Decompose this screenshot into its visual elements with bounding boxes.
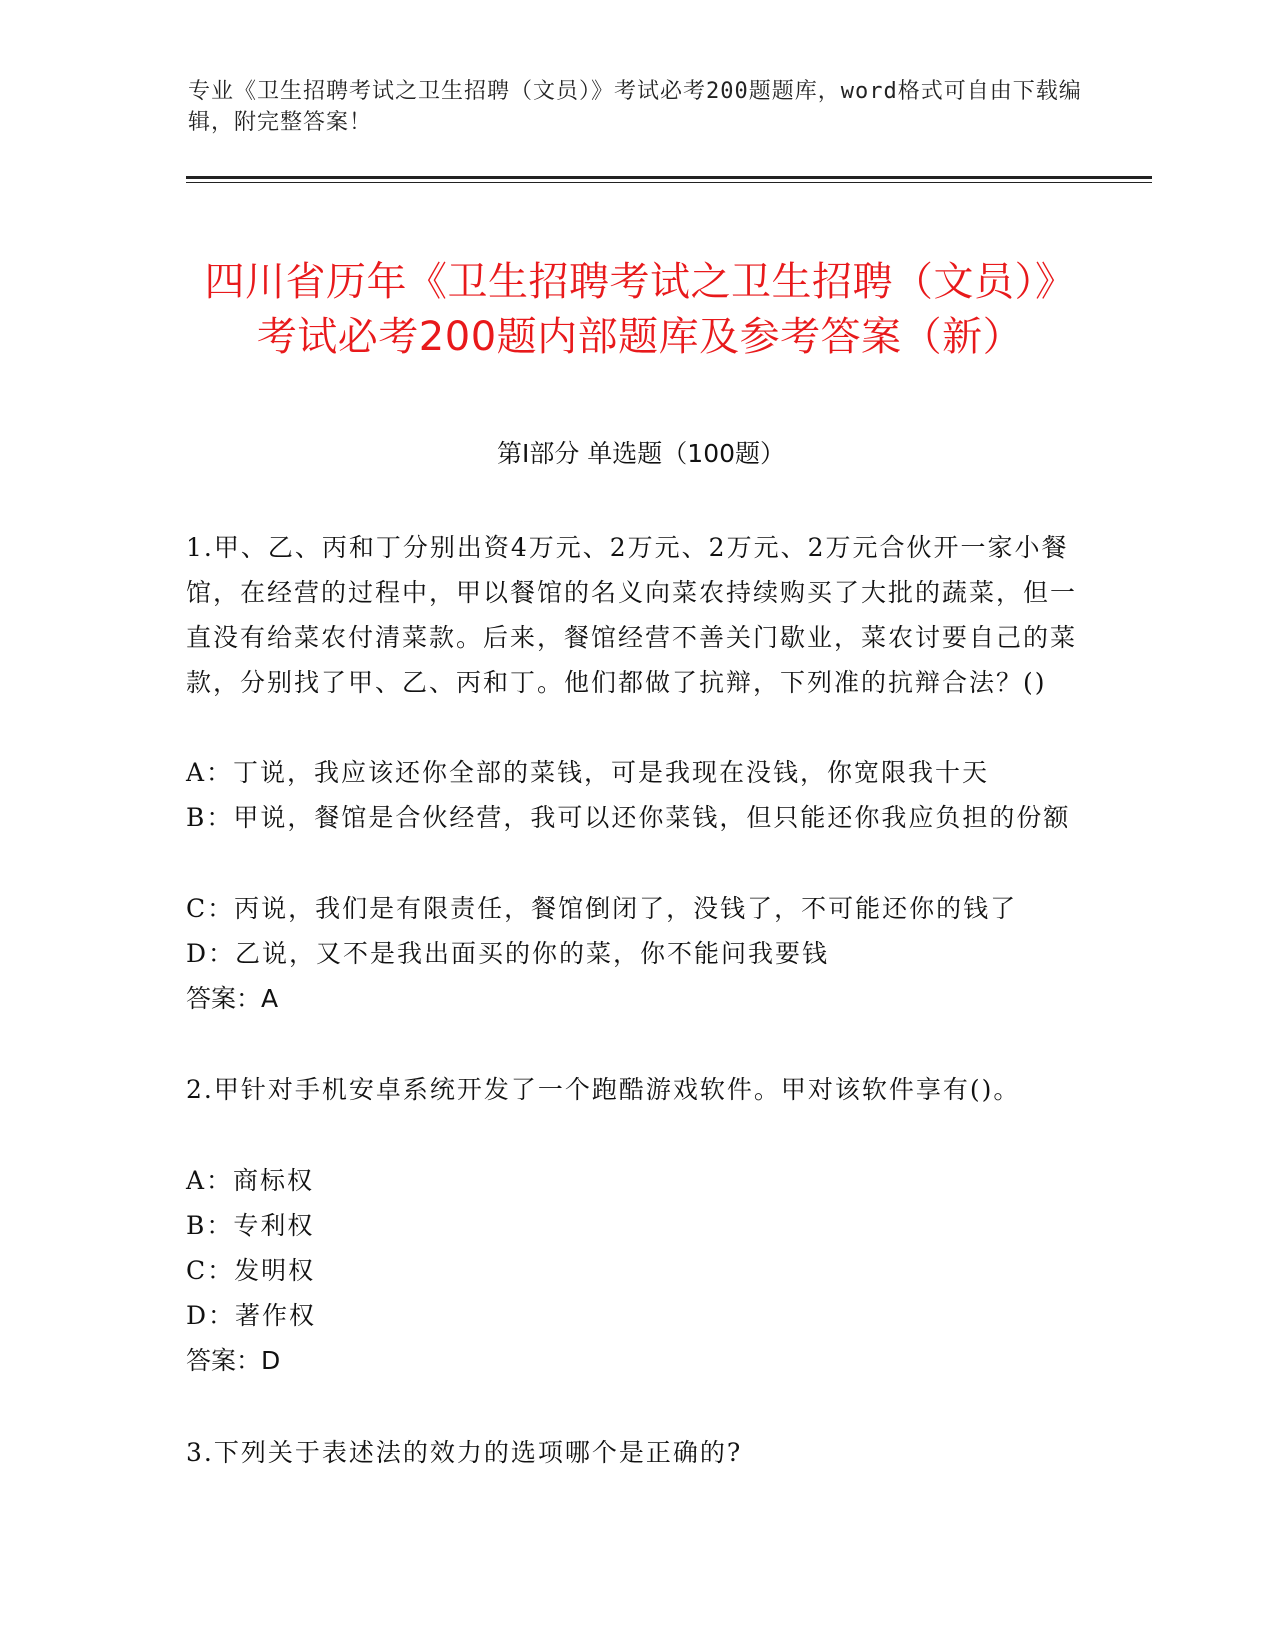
section-title: 第Ⅰ部分 单选题（100题）	[496, 439, 786, 468]
question-2-option-c: C：发明权	[186, 1256, 316, 1285]
header-divider-thick	[186, 176, 1152, 179]
question-2-option-a: A：商标权	[186, 1166, 315, 1195]
document-title: 四川省历年《卫生招聘考试之卫生招聘（文员）》考试必考200题内部题库及参考答案（新）	[204, 258, 1076, 360]
question-1-option-c: C：丙说，我们是有限责任，餐馆倒闭了，没钱了，不可能还你的钱了	[186, 894, 1018, 923]
question-1-option-a: A：丁说，我应该还你全部的菜钱，可是我现在没钱，你宽限我十天	[186, 758, 990, 787]
question-1-answer: 答案：A	[186, 984, 279, 1013]
question-1-option-b: B：甲说，餐馆是合伙经营，我可以还你菜钱，但只能还你我应负担的份额	[186, 803, 1071, 832]
question-2-answer: 答案：D	[186, 1346, 281, 1375]
header-note: 专业《卫生招聘考试之卫生招聘（文员）》考试必考200题题库，word格式可自由下载编辑，附完整答案！	[188, 79, 1082, 135]
question-2-option-b: B：专利权	[186, 1211, 315, 1240]
question-2-text: 2.甲针对手机安卓系统开发了一个跑酷游戏软件。甲对该软件享有()。	[186, 1075, 1021, 1104]
question-3-text: 3.下列关于表述法的效力的选项哪个是正确的?	[186, 1438, 743, 1467]
header-divider-thin	[186, 182, 1152, 183]
question-2-option-d: D：著作权	[186, 1301, 317, 1330]
question-1-option-d: D：乙说，又不是我出面买的你的菜，你不能问我要钱	[186, 939, 830, 968]
question-1-text: 1.甲、乙、丙和丁分别出资4万元、2万元、2万元、2万元合伙开一家小餐馆，在经营的过程中，甲以餐馆的名义向菜农持续购买了大批的蔬菜，但一直没有给菜农付清菜款。后来，餐馆经营不善关门歇业，菜农讨要自己的菜款，分别找了甲、乙、丙和丁。他们都做了抗辩，下列准的抗辩合法？()	[186, 533, 1078, 697]
